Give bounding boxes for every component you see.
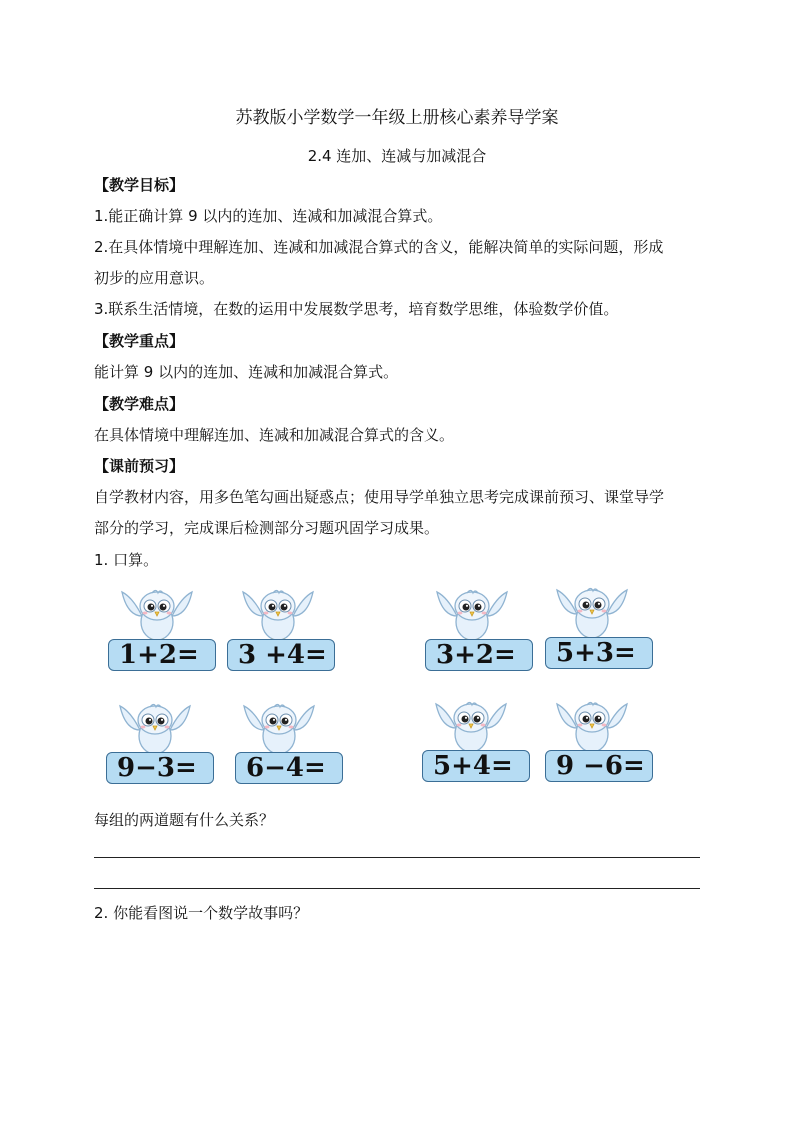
card-expression: 5+3= <box>556 638 636 668</box>
objectives-heading: 【教学目标】 <box>94 176 185 194</box>
math-card <box>106 752 214 784</box>
owl-bird-icon <box>433 586 511 646</box>
page-title: 苏教版小学数学一年级上册核心素养导学案 <box>235 108 559 128</box>
card-expression: 1+2= <box>119 640 199 670</box>
card-expression: 5+4= <box>433 751 513 781</box>
math-card <box>108 639 216 671</box>
preview-line-2: 部分的学习，完成课后检测部分习题巩固学习成果。 <box>94 519 440 537</box>
key-points-heading: 【教学重点】 <box>94 332 185 350</box>
question-2-label: 2. 你能看图说一个数学故事吗？ <box>94 904 309 922</box>
key-points-text: 能计算 9 以内的连加、连减和加减混合算式。 <box>94 363 399 381</box>
owl-bird-icon <box>239 586 317 646</box>
card-expression: 9 −6= <box>556 751 645 781</box>
answer-line[interactable] <box>94 888 700 889</box>
preview-heading: 【课前预习】 <box>94 457 185 475</box>
card-expression: 3+2= <box>436 640 516 670</box>
difficulties-text: 在具体情境中理解连加、连减和加减混合算式的含义。 <box>94 426 455 444</box>
math-card <box>545 750 653 782</box>
objective-1: 1.能正确计算 9 以内的连加、连减和加减混合算式。 <box>94 207 443 225</box>
card-expression: 6−4= <box>246 753 326 783</box>
lesson-subtitle: 2.4 连加、连减与加减混合 <box>307 147 487 165</box>
difficulties-heading: 【教学难点】 <box>94 395 185 413</box>
math-card <box>545 637 653 669</box>
preview-line-1: 自学教材内容，用多色笔勾画出疑惑点；使用导学单独立思考完成课前预习、课堂导学 <box>94 488 665 506</box>
objective-2-line1: 2.在具体情境中理解连加、连减和加减混合算式的含义，能解决简单的实际问题，形成 <box>94 238 664 256</box>
question-1-label: 1. 口算。 <box>94 551 159 569</box>
answer-line[interactable] <box>94 857 700 858</box>
card-expression: 9−3= <box>117 753 197 783</box>
math-card <box>235 752 343 784</box>
objective-2-line2: 初步的应用意识。 <box>94 269 215 287</box>
math-card <box>422 750 530 782</box>
owl-bird-icon <box>118 586 196 646</box>
owl-bird-icon <box>553 584 631 644</box>
math-card <box>227 639 335 671</box>
card-expression: 3 +4= <box>238 640 327 670</box>
relation-question: 每组的两道题有什么关系？ <box>94 811 275 829</box>
math-card <box>425 639 533 671</box>
objective-3: 3.联系生活情境，在数的运用中发展数学思考，培育数学思维，体验数学价值。 <box>94 300 619 318</box>
